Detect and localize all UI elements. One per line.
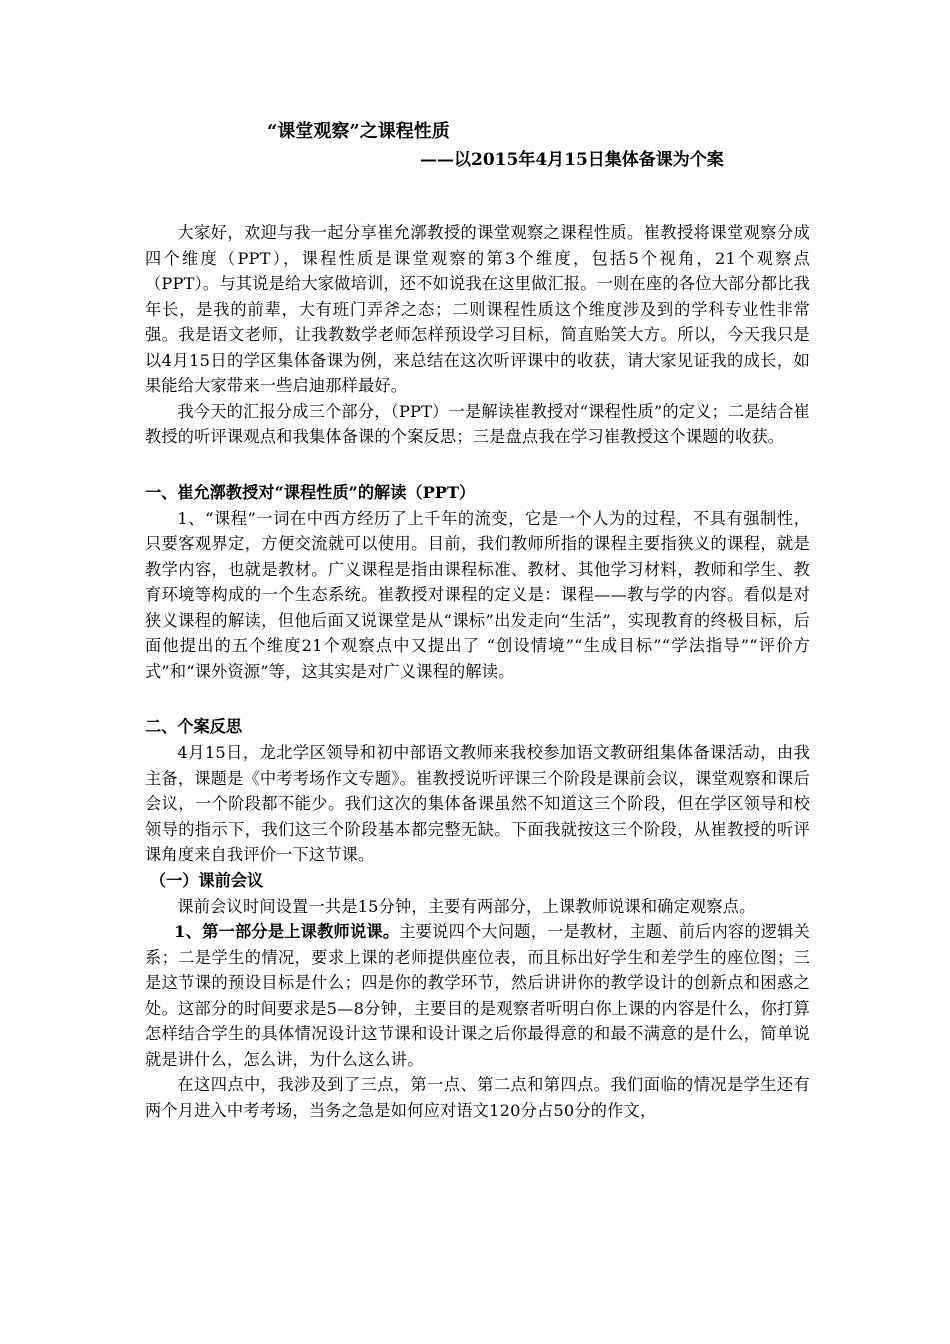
document-page bbox=[145, 118, 810, 1123]
closing-paragraph: 在这四点中，我涉及到了三点，第一点、第二点和第四点。我们面临的情况是学生还有两个月进入中考考场，当务之急是如何应对语文120分占50分的作文， bbox=[145, 1075, 810, 1120]
spacer bbox=[145, 684, 810, 714]
section-2-paragraph: 4月15日，龙北学区领导和初中部语文教师来我校参加语文教研组集体备课活动，由我主备，课题是《中考考场作文专题》。崔教授说听评课三个阶段是课前会议，课堂观察和课后会议，一个阶段都不能少。我们这次的集体备课虽然不知道这三个阶段，但在学区领导和校领导的指示下，我们这三个阶段基本都完整无缺。下面我就按这三个阶段，从崔教授的听评课角度来自我评价一下这节课。 bbox=[145, 743, 810, 864]
point-1-paragraph bbox=[145, 919, 810, 1072]
section-1-heading: 一、崔允漷教授对“课程性质”的解读（PPT） bbox=[145, 482, 476, 502]
intro-paragraph-2: 我今天的汇报分成三个部分，（PPT）一是解读崔教授对“课程性质”的定义；二是结合崔教授的听评课观点和我集体备课的个案反思；三是盘点我在学习崔教授这个课题的收获。 bbox=[145, 401, 810, 446]
section-1-paragraph: 1、“课程”一词在中西方经历了上千年的流变，它是一个人为的过程，不具有强制性，只要客观界定，方便交流就可以使用。目前，我们教师所指的课程主要指狭义的课程，就是教学内容，也就是教材。广义课程是指由课程标准、教材、其他学习材料，教师和学生、教育环境等构成的一个生态系统。崔教授对课程的定义是：课程——教与学的内容。看似是对狭义课程的解读，但他后面又说课堂是从“课标”出发走向“生活”，实现教育的终极目标，后面他提出的五个维度21个观察点中又提出了 “创设情境”“生成目标”“学法指导”“评价方式”和“课外资源”等，这其实是对广义课程的解读。 bbox=[145, 508, 810, 681]
point-1-text: 主要说四个大问题，一是教材，主题、前后内容的逻辑关系；二是学生的情况，要求上课的老师提供座位表，而且标出好学生和差学生的座位图；三是这节课的预设目标是什么；四是你的教学环节，然后讲讲你的教学设计的创新点和困惑之处。这部分的时间要求是5—8分钟，主要目的是观察者听明白你上课的内容是什么，你打算怎样结合学生的具体情况设计这节课和设计课之后你最得意的和最不满意的是什么，简单说就是讲什么，怎么讲，为什么这么讲。 bbox=[145, 922, 811, 1069]
point-1-lead: 1、第一部分是上课教师说课。 bbox=[174, 922, 400, 941]
section-2-heading: 二、个案反思 bbox=[145, 717, 243, 736]
spacer bbox=[145, 450, 810, 480]
intro-paragraph-1: 大家好，欢迎与我一起分享崔允漷教授的课堂观察之课程性质。崔教授将课堂观察分成四个维度（PPT），课程性质是课堂观察的第3个维度，包括5个视角，21个观察点（PPT）。与其说是给大家做培训，还不如说我在这里做汇报。一则在座的各位大部分都比我年长，是我的前辈，大有班门弄斧之态；二则课程性质这个维度涉及到的学科专业性非常强。我是语文老师，让我教数学老师怎样预设学习目标，简直贻笑大方。所以，今天我只是以4月15日的学区集体备课为例，来总结在这次听评课中的收获，请大家见证我的成长，如果能给大家带来一些启迪那样最好。 bbox=[145, 223, 810, 395]
subsection-heading: （一）课前会议 bbox=[149, 870, 264, 890]
document-subtitle: ——以2015年4月15日集体备课为个案 bbox=[420, 150, 724, 170]
document-title: “课堂观察”之课程性质 bbox=[267, 121, 450, 142]
subsection-paragraph: 课前会议时间设置一共是15分钟，主要有两部分，上课教师说课和确定观察点。 bbox=[177, 896, 756, 916]
spacer bbox=[145, 174, 810, 220]
